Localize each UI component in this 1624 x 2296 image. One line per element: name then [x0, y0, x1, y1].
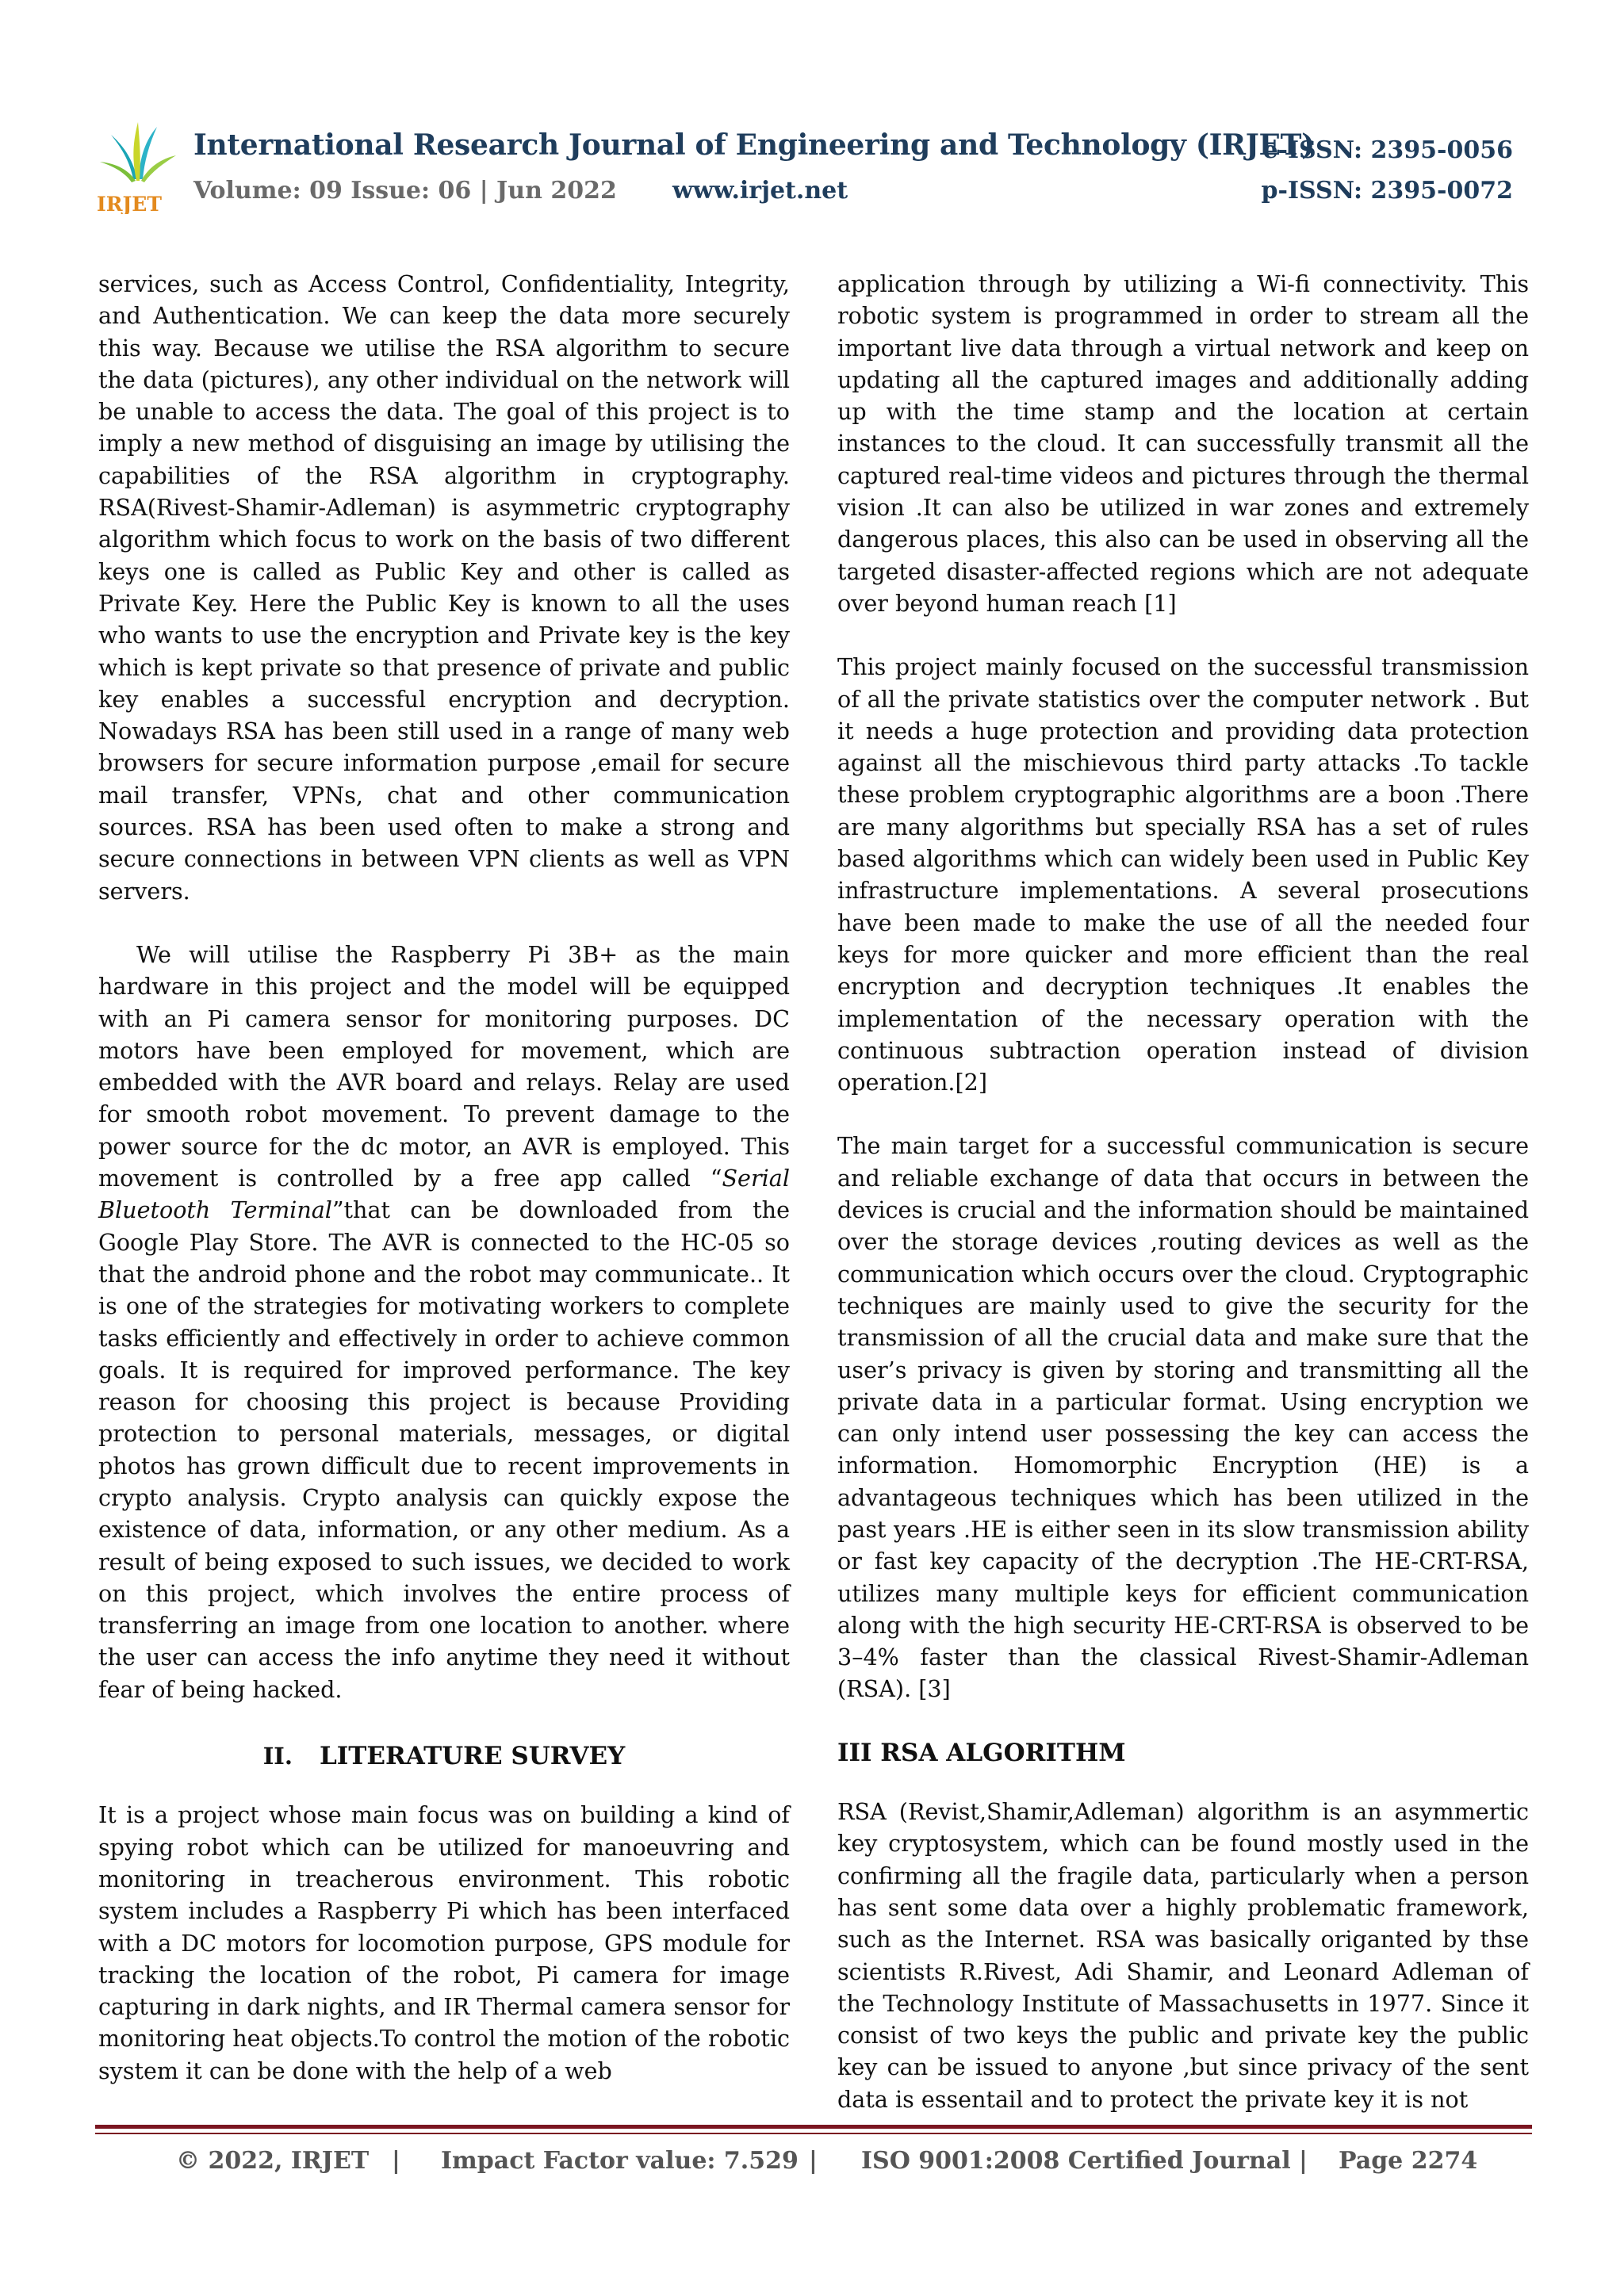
journal-title: International Research Journal of Engineering and Technology (IRJET) [193, 128, 1315, 162]
app-name: Serial Bluetooth Terminal [98, 1165, 790, 1224]
paragraph: The main target for a successful communication is secure and reliable exchange of data that occurs in between the devices is crucial and the information should be maintained over the storage devices ,routing devices as well as the communication which occurs over the cloud. Cryptographic techniques are mainly used to give the security for the transmission of all the crucial data and make sure that the user’s privacy is given by storing and transmitting all the private data in a particular format. Using encryption we can only intend user possessing the key can access the information. Homomorphic Encryption (HE) is a advantageous techniques which has been utilized in the past years .HE is either seen in its slow transmission ability or fast key capacity of the decryption .The HE-CRT-RSA, utilizes many multiple keys for efficient communication along with the high security HE-CRT-RSA is observed to be 3–4% faster than the classical Rivest-Shamir-Adleman (RSA). [3] [837, 1132, 1529, 1703]
volume-info: Volume: 09 Issue: 06 | Jun 2022 [193, 177, 617, 205]
paragraph: RSA (Revist,Shamir,Adleman) algorithm is an asymmertic key cryptosystem, which can be found mostly used in the confirming all the fragile data, particularly when a person has sent some data over a highly problematic framework, such as the Internet. RSA was basically origanted by thse scientists R.Rivest, Adi Shamir, and Leonard Adleman of the Technology Institute of Massachusetts in 1977. Since it consist of two keys the public and private key the public key can be issued to anyone ,but since privacy of the sent data is essentail and to protect the private key it is not [837, 1798, 1529, 2113]
paragraph: services, such as Access Control, Confidentiality, Integrity, and Authentication. We can keep the data more securely this way. Because we utilise the RSA algorithm to secure the data (pictures), any other individual on the network will be unable to access the data. The goal of this project is to imply a new method of disguising an image by utilising the capabilities of the RSA algorithm in cryptography. RSA(Rivest-Shamir-Adleman) is asymmetric cryptography algorithm which focus to work on the basis of two different keys one is called as Public Key and other is called as Private Key. Here the Public Key is known to all the uses who wants to use the encryption and Private key is the key which is kept private so that presence of private and public key enables a successful encryption and decryption. Nowadays RSA has been still used in a range of many web browsers for secure information purpose ,email for secure mail transfer, VPNs, chat and other communication sources. RSA has been used often to make a strong and secure connections in between VPN clients as well as VPN servers. [98, 270, 790, 905]
footer-rule [95, 2125, 1532, 2129]
footer-impact-factor: Impact Factor value: 7.529 [441, 2147, 799, 2175]
footer-separator: | [809, 2147, 818, 2175]
paragraph-text: ”that can be downloaded from the Google Play Store. The AVR is connected to the HC-05 so that the android phone and the robot may communicate.. It is one of the strategies for motivating workers to complete tasks efficiently and effectively in order to achieve common goals. It is required for improved performance. The key reason for choosing this project is because Providing protection to personal materials, messages, or digital photos has grown difficult due to recent improvements in crypto analysis. Crypto analysis can quickly expose the existence of data, information, or any other medium. As a result of being exposed to such issues, we decided to work on this project, which involves the entire process of transferring an image from one location to another. where the user can access the info anytime they need it without fear of being hacked. [98, 1196, 790, 1703]
paragraph: It is a project whose main focus was on building a kind of spying robot which can be utilized for manoeuvring and monitoring in treacherous environment. This robotic system includes a Raspberry Pi which has been interfaced with a DC motors for locomotion purpose, GPS module for tracking the location of the robot, Pi camera for image capturing in dark nights, and IR Thermal camera sensor for monitoring heat objects.To control the motion of the robotic system it can be done with the help of a web [98, 1801, 790, 2084]
paragraph: application through by utilizing a Wi-fi connectivity. This robotic system is programmed in order to stream all the important live data through a virtual network and keep on updating all the captured images and additionally adding up with the time stamp and the location at certain instances to the cloud. It can successfully transmit all the captured real-time videos and pictures through the thermal vision .It can also be utilized in war zones and extremely dangerous places, this also can be used in observing all the targeted disaster-affected regions which are not adequate over beyond human reach [1] [837, 270, 1529, 617]
paragraph: This project mainly focused on the successful transmission of all the private statistics over the computer network . But it needs a huge protection and providing data protection against all the mischievous third party attacks .To tackle these problem cryptographic algorithms are a boon .There are many algorithms but specially RSA has a set of rules based algorithms which can widely been used in Public Key infrastructure implementations. A several prosecutions have been made to make the use of all the needed four keys for more quicker and more efficient than the real encryption and decryption techniques .It enables the implementation of the necessary operation with the continuous subtraction operation instead of division operation.[2] [837, 653, 1529, 1096]
footer-page: Page 2274 [1339, 2147, 1478, 2175]
footer-separator: | [392, 2147, 400, 2175]
e-issn: e-ISSN: 2395-0056 [1262, 136, 1513, 164]
section-number: II. [262, 1743, 293, 1770]
section-title: LITERATURE SURVEY [319, 1742, 626, 1771]
p-issn: p-ISSN: 2395-0072 [1261, 177, 1513, 205]
left-column [98, 268, 790, 2118]
journal-website[interactable]: www.irjet.net [672, 177, 848, 205]
right-column [837, 268, 1529, 2147]
footer-rule-thin [95, 2133, 1532, 2134]
footer-copyright: © 2022, IRJET [176, 2147, 370, 2175]
paragraph [98, 939, 790, 1705]
section-heading: III RSA ALGORITHM [837, 1738, 1126, 1767]
footer-separator: | [1299, 2147, 1308, 2175]
paragraph-text: We will utilise the Raspberry Pi 3B+ as the main hardware in this project and the model will be equipped with an Pi camera sensor for monitoring purposes. DC motors have been employed for movement, which are embedded with the AVR board and relays. Relay are used for smooth robot movement. To prevent damage to the power source for the dc motor, an AVR is employed. This movement is controlled by a free app called “ [98, 940, 790, 1192]
logo-text: IRJET [97, 193, 162, 214]
irjet-logo [94, 117, 181, 214]
footer-iso: ISO 9001:2008 Certified Journal [861, 2147, 1291, 2175]
section-heading [98, 1740, 790, 1772]
